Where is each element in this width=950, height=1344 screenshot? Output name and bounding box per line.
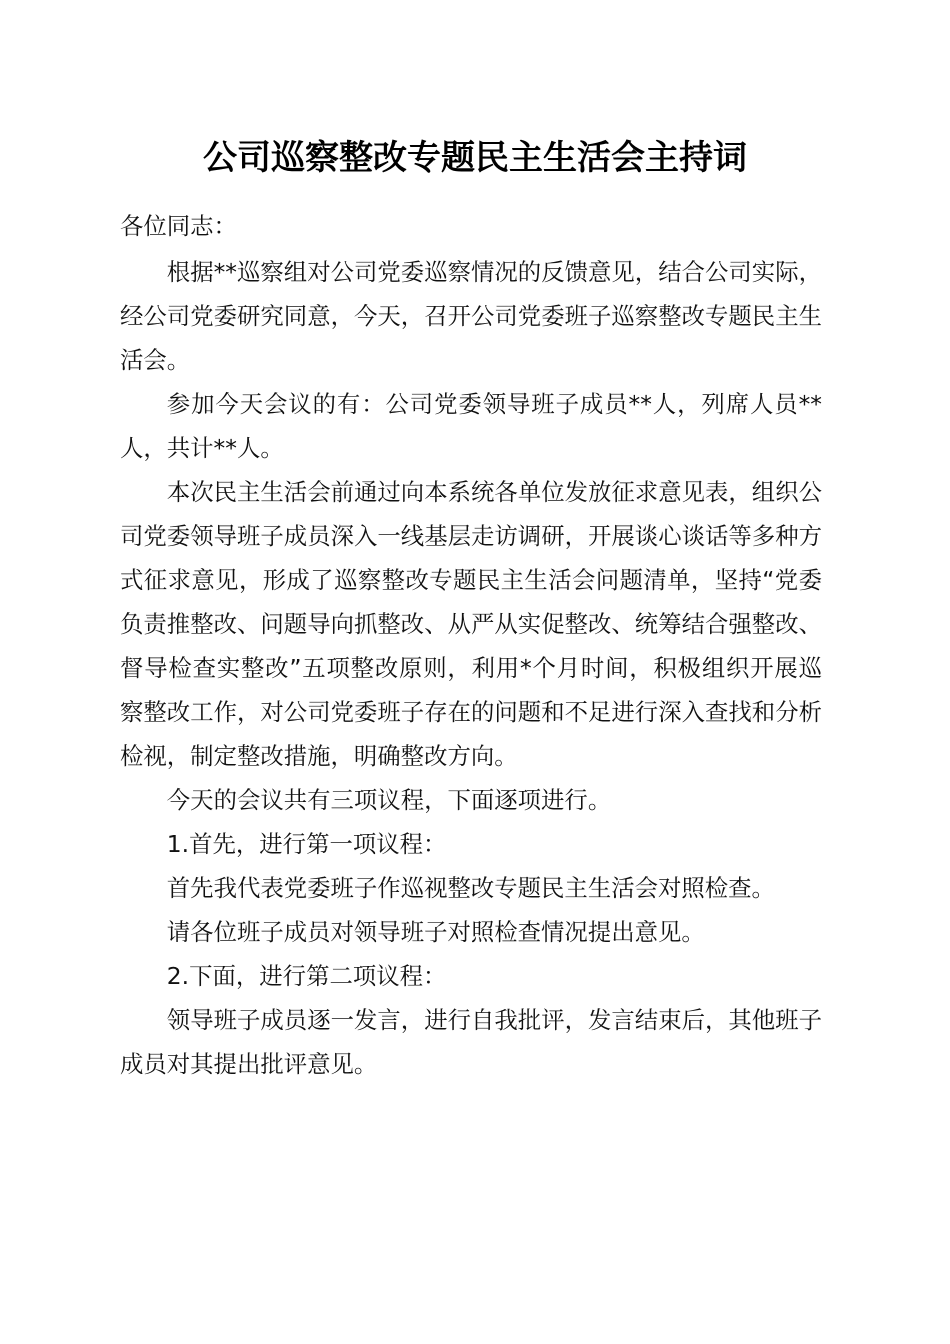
paragraph-request-opinions: 请各位班子成员对领导班子对照检查情况提出意见。 <box>166 918 705 946</box>
paragraph-background: 根据**巡察组对公司党委巡察情况的反馈意见，结合公司实际，经公司党委研究同意，今天，召开公司党委班子巡察整改专题民主生活会。 <box>120 258 822 374</box>
paragraph-agenda-item-2: 2.下面，进行第二项议程： <box>166 962 447 990</box>
paragraph-agenda-intro: 今天的会议共有三项议程，下面逐项进行。 <box>166 786 612 814</box>
paragraph-self-examination: 首先我代表党委班子作巡视整改专题民主生活会对照检查。 <box>166 874 775 902</box>
paragraph-preparation: 本次民主生活会前通过向本系统各单位发放征求意见表，组织公司党委领导班子成员深入一线基层走访调研，开展谈心谈话等多种方式征求意见，形成了巡察整改专题民主生活会问题清单，坚持“党委负责推整改、问题导向抓整改、从严从实促整改、统筹结合强整改、督导检查实整改”五项整改原则，利用*个月时间，积极组织开展巡察整改工作，对公司党委班子存在的问题和不足进行深入查找和分析检视，制定整改措施，明确整改方向。 <box>120 478 822 770</box>
salutation: 各位同志： <box>120 212 237 240</box>
paragraph-criticism: 领导班子成员逐一发言，进行自我批评，发言结束后，其他班子成员对其提出批评意见。 <box>120 1006 822 1078</box>
paragraph-agenda-item-1: 1.首先，进行第一项议程： <box>166 830 447 858</box>
paragraph-attendees: 参加今天会议的有：公司党委领导班子成员**人，列席人员**人，共计**人。 <box>120 390 822 462</box>
document-title: 公司巡察整改专题民主生活会主持词 <box>203 138 747 178</box>
document-body <box>120 204 822 1086</box>
